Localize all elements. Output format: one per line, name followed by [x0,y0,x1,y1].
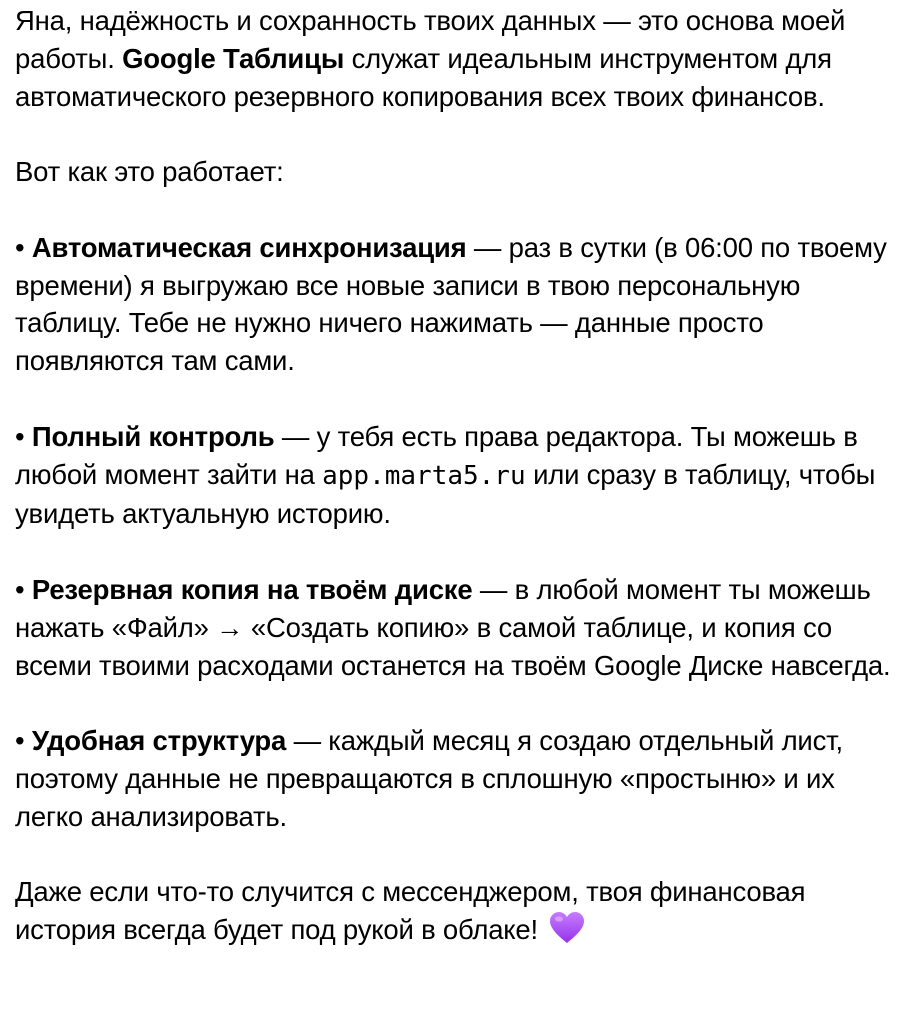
bullet-auto-sync [15,229,905,380]
intro-paragraph [15,0,905,115]
bullet-title: Автоматическая синхронизация [31,231,467,263]
lead-paragraph: Вот как это работает: [15,156,284,188]
message-text [15,0,905,949]
closing-text: Даже если что-то случится с мессенджером, твоя финансовая история всегда будет под рукой в облаке! [15,876,806,946]
bullet-backup-copy [15,571,905,684]
bullet-marker: • [15,573,32,605]
purple-heart-icon [549,911,585,945]
bullet-text-end: или сразу в таблицу, чтобы увидеть актуальную историю. [15,458,876,530]
intro-text: Яна, надёжность и сохранность твоих данных — это основа моей работы. [15,5,846,74]
bullet-marker: • [15,420,32,452]
bullet-title: Удобная структура [31,725,287,757]
bullet-text: — каждый месяц я создаю отдельный лист, поэтому данные не превращаются в сплошную «простыню» и их легко анализировать. [15,725,843,832]
bullet-title: Полный контроль [31,420,275,452]
intro-text-end: служат идеальным инструментом для автоматического резервного копирования всех твоих финансов. [15,42,832,112]
bullet-text: — раз в сутки (в 06:00 по твоему времени) я выгружаю все новые записи в твою персональную таблицу. Тебе не нужно ничего нажимать — данные просто появляются там сами. [15,231,887,377]
closing-paragraph [15,873,905,949]
bullet-marker: • [15,725,32,757]
bullet-marker: • [15,231,32,263]
bullet-title: Резервная копия на твоём диске [31,573,473,605]
app-link-code[interactable]: app.marta5.ru [322,460,526,491]
bullet-full-control [15,418,905,533]
bullet-text: — в любой момент ты можешь нажать «Файл» → «Создать копию» в самой таблице, и копия со всеми твоими расходами останется на твоём Google Диске навсегда. [15,573,891,681]
google-sheets-emphasis: Google Таблицы [122,42,345,74]
bullet-structure [15,722,905,835]
bullet-text: — у тебя есть права редактора. Ты можешь в любой момент зайти на [15,420,858,490]
